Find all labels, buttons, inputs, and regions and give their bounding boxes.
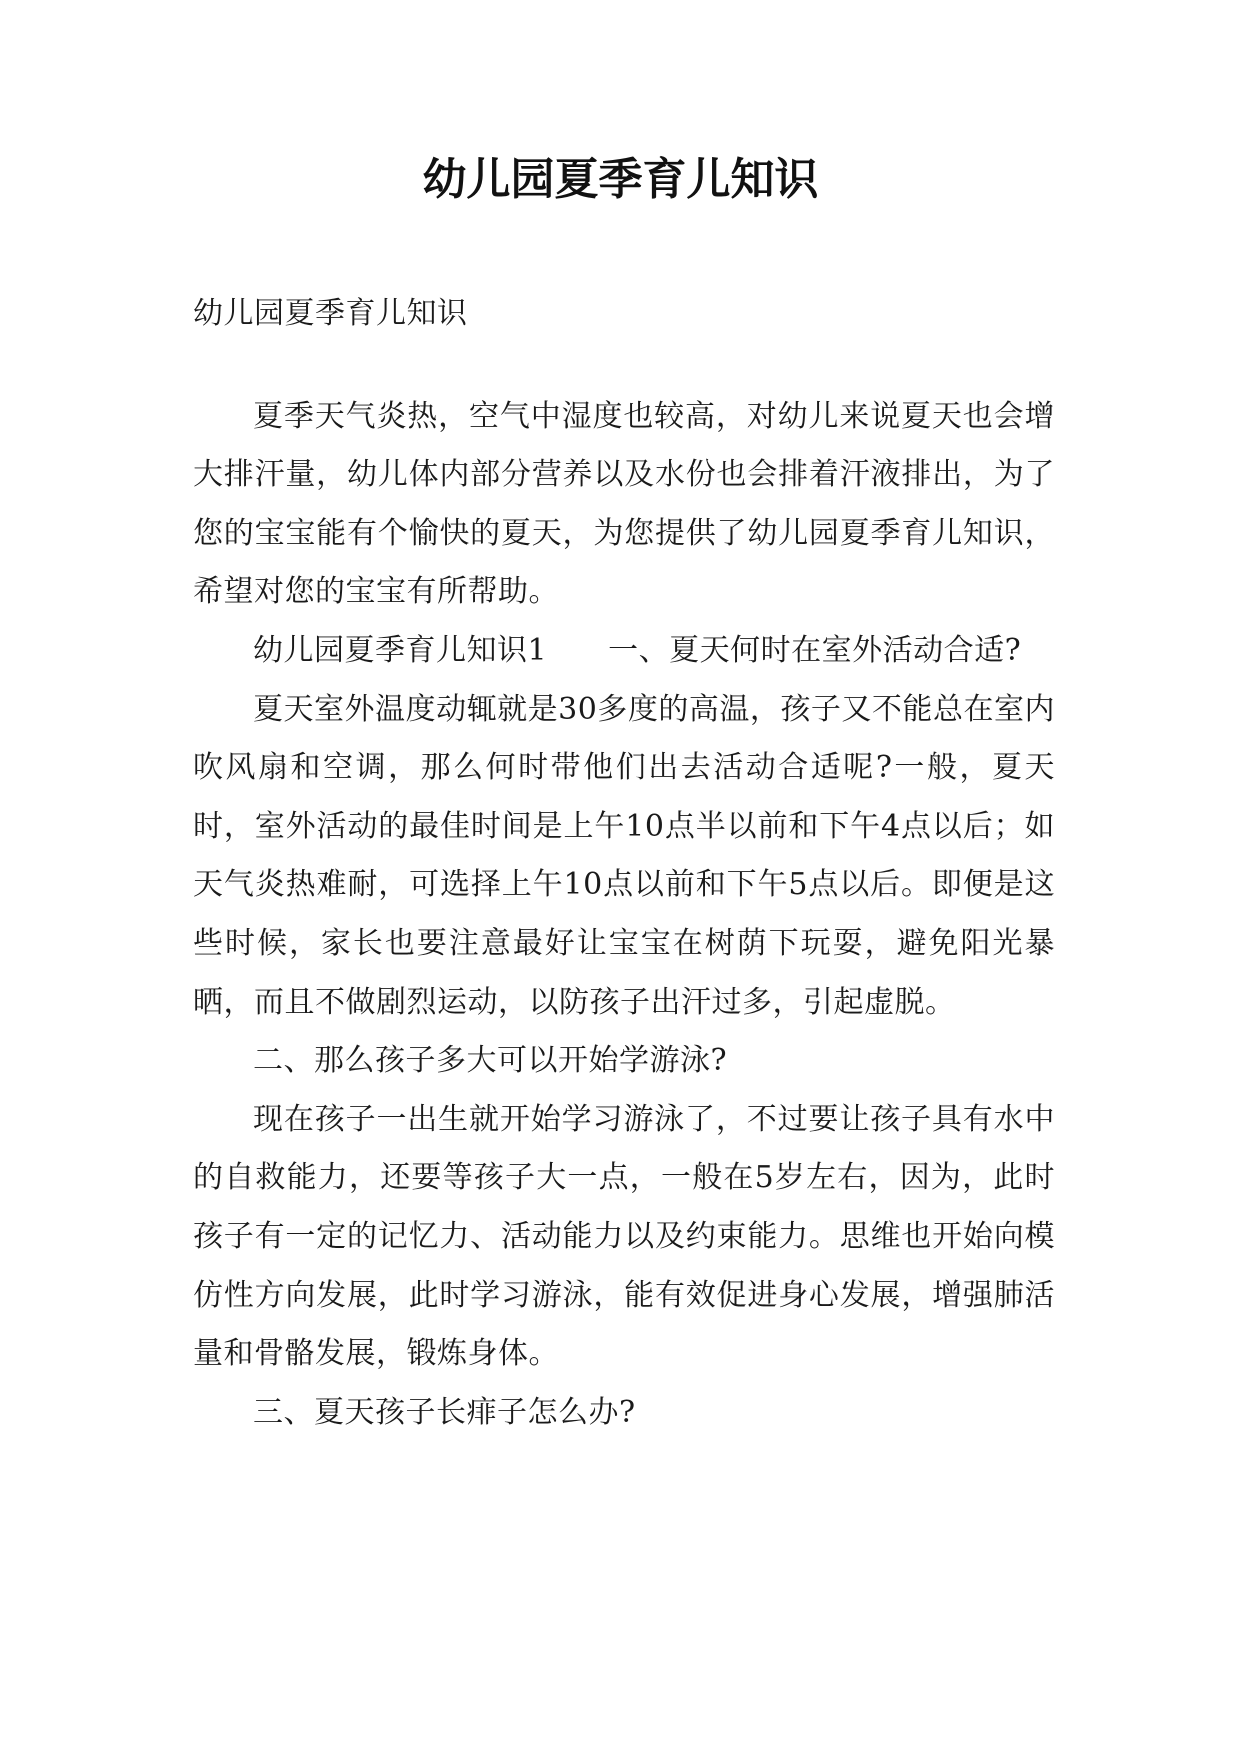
document-subtitle: 幼儿园夏季育儿知识 (193, 296, 468, 331)
paragraph-intro: 夏季天气炎热，空气中湿度也较高，对幼儿来说夏天也会增大排汗量，幼儿体内部分营养以及水份也会排着汗液排出，为了您的宝宝能有个愉快的夏天，为您提供了幼儿园夏季育儿知识，希望对您的宝宝有所帮助。 (193, 398, 1055, 610)
section-heading-3: 三、夏天孩子长痱子怎么办? (253, 1394, 636, 1430)
paragraph-swimming: 现在孩子一出生就开始学习游泳了，不过要让孩子具有水中的自救能力，还要等孩子大一点，一般在5岁左右，因为，此时孩子有一定的记忆力、活动能力以及约束能力。思维也开始向模仿性方向发展，此时学习游泳，能有效促进身心发展，增强肺活量和骨骼发展，锻炼身体。 (193, 1101, 1055, 1372)
paragraph-outdoor-activity: 夏天室外温度动辄就是30多度的高温，孩子又不能总在室内吹风扇和空调，那么何时带他们出去活动合适呢?一般，夏天时，室外活动的最佳时间是上午10点半以前和下午4点以后；如天气炎热难耐，可选择上午10点以前和下午5点以后。即便是这些时候，家长也要注意最好让宝宝在树荫下玩耍，避免阳光暴晒，而且不做剧烈运动，以防孩子出汗过多，引起虚脱。 (193, 691, 1055, 1020)
document-body (193, 285, 1055, 1442)
document-title: 幼儿园夏季育儿知识 (422, 154, 819, 205)
section-heading-1: 幼儿园夏季育儿知识1 一、夏天何时在室外活动合适? (253, 632, 1022, 668)
section-heading-2: 二、那么孩子多大可以开始学游泳? (253, 1043, 728, 1079)
